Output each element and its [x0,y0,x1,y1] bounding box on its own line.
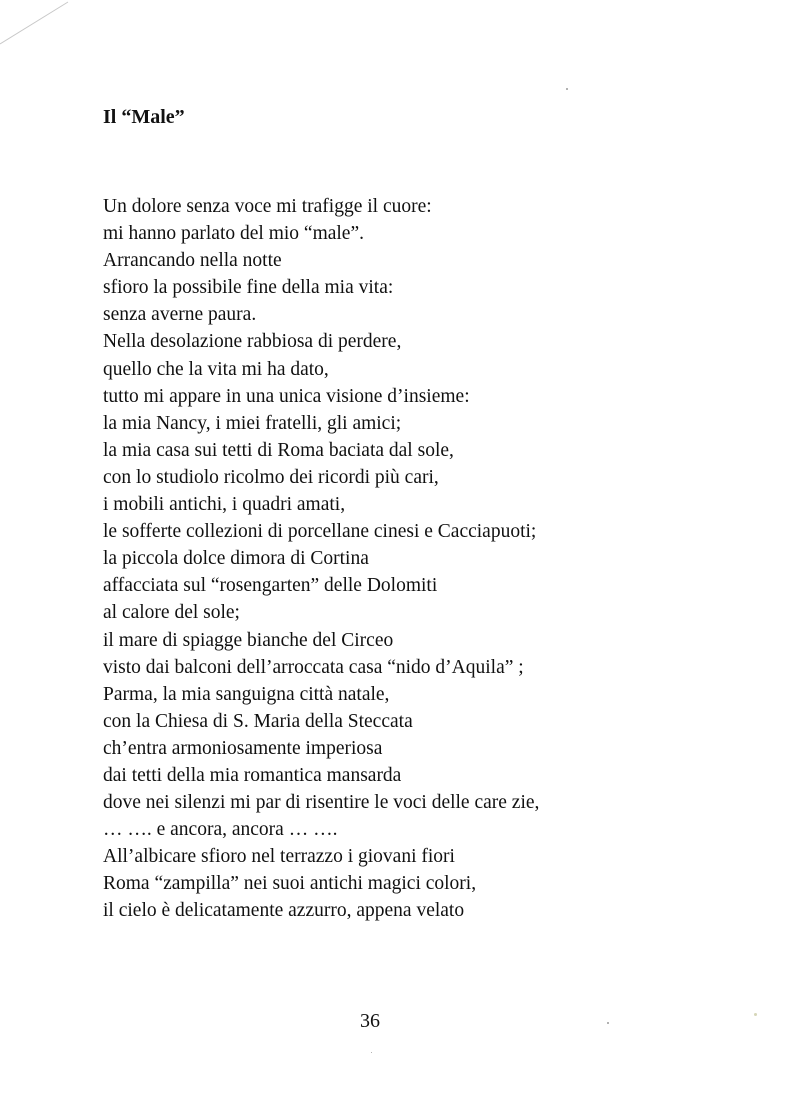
scan-speck [607,1022,609,1024]
scan-speck [371,1052,372,1053]
poem-line: dai tetti della mia romantica mansarda [103,764,402,786]
poem-line: Arrancando nella notte [103,250,282,272]
poem-line: mi hanno parlato del mio “male”. [103,223,364,245]
poem-line: sfioro la possibile fine della mia vita: [103,277,394,299]
poem-line: Nella desolazione rabbiosa di perdere, [103,331,402,353]
poem-line: visto dai balconi dell’arroccata casa “nido d’Aquila” ; [103,656,524,678]
scan-corner-line [0,0,70,50]
poem-line: Un dolore senza voce mi trafigge il cuore: [103,196,432,217]
poem-line: affacciata sul “rosengarten” delle Dolomiti [103,575,438,597]
poem-line: il mare di spiagge bianche del Circeo [103,629,394,651]
poem-line: la mia Nancy, i miei fratelli, gli amici; [103,412,402,434]
poem-line: con lo studiolo ricolmo dei ricordi più cari, [103,466,439,488]
poem-line: la piccola dolce dimora di Cortina [103,548,369,570]
scan-speck [754,1013,757,1016]
poem-line: ch’entra armoniosamente imperiosa [103,737,383,759]
poem-line: dove nei silenzi mi par di risentire le voci delle care zie, [103,792,540,814]
page-number: 36 [360,1010,380,1032]
poem-line: All’albicare sfioro nel terrazzo i giovani fiori [103,846,455,868]
poem-line: i mobili antichi, i quadri amati, [103,494,346,516]
poem-line: la mia casa sui tetti di Roma baciata dal sole, [103,439,454,461]
poem-line: … …. e ancora, ancora … …. [103,819,338,841]
poem-title: Il “Male” [103,106,185,128]
poem-line: le sofferte collezioni di porcellane cinesi e Cacciapuoti; [103,521,537,543]
poem-line: al calore del sole; [103,602,240,624]
poem-line: senza averne paura. [103,304,257,326]
poem-line: quello che la vita mi ha dato, [103,358,329,380]
poem-line: tutto mi appare in una unica visione d’insieme: [103,385,470,407]
poem-line: Roma “zampilla” nei suoi antichi magici colori, [103,873,477,895]
poem-line: il cielo è delicatamente azzurro, appena velato [103,900,465,922]
poem-line: Parma, la mia sanguigna città natale, [103,683,390,705]
poem-line: con la Chiesa di S. Maria della Steccata [103,710,413,732]
scan-speck [566,88,568,90]
poem-body [103,193,539,925]
